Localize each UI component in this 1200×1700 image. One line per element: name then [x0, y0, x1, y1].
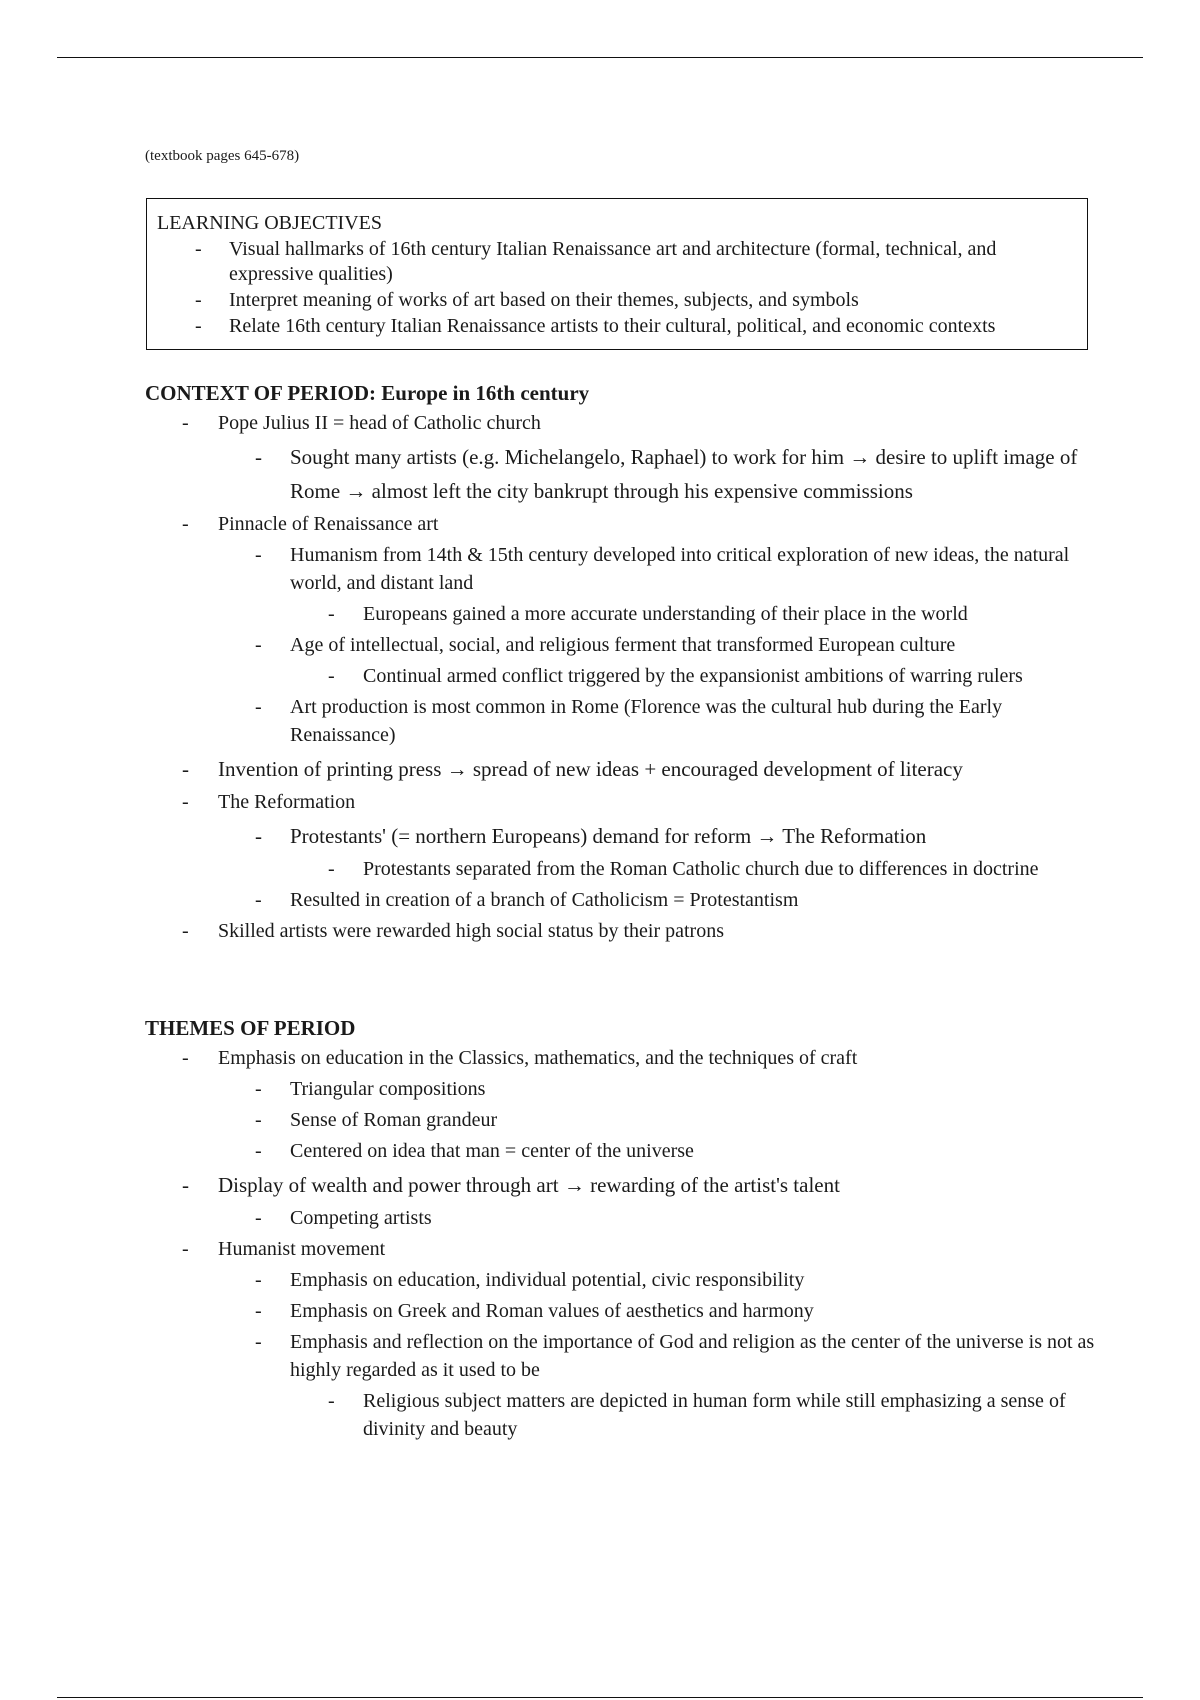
context-list: [145, 409, 1095, 945]
list-item: - Pinnacle of Renaissance art: [145, 510, 1095, 538]
list-item: - The Reformation: [145, 788, 1095, 816]
list-item: - Skilled artists were rewarded high social status by their patrons: [145, 917, 1095, 945]
list-item: - Display of wealth and power through art → rewarding of the artist's talent: [145, 1168, 1095, 1202]
context-section: [145, 380, 1095, 948]
list-item: - Emphasis on education, individual potential, civic responsibility: [145, 1266, 1095, 1294]
themes-list: [145, 1044, 1095, 1443]
list-item: - Continual armed conflict triggered by the expansionist ambitions of warring rulers: [145, 662, 1095, 690]
list-item: - Europeans gained a more accurate understanding of their place in the world: [145, 600, 1095, 628]
context-heading: CONTEXT OF PERIOD: Europe in 16th century: [145, 381, 590, 405]
list-item: - Emphasis on education in the Classics, mathematics, and the techniques of craft: [145, 1044, 1095, 1072]
learning-objectives-list: [157, 237, 1077, 339]
learning-objectives-box: [146, 198, 1088, 350]
objective-item: - Interpret meaning of works of art based on their themes, subjects, and symbols: [157, 288, 1077, 313]
list-item: - Humanist movement: [145, 1235, 1095, 1263]
list-item: - Emphasis on Greek and Roman values of aesthetics and harmony: [145, 1297, 1095, 1325]
list-item: - Sense of Roman grandeur: [145, 1106, 1095, 1134]
list-item: - Emphasis and reflection on the importance of God and religion as the center of the universe is not as highly regarded as it used to be: [145, 1328, 1095, 1384]
list-item: - Competing artists: [145, 1204, 1095, 1232]
list-item: - Centered on idea that man = center of the universe: [145, 1137, 1095, 1165]
list-item: - Art production is most common in Rome (Florence was the cultural hub during the Early Renaissance): [145, 693, 1095, 749]
bottom-rule: [57, 1697, 1143, 1698]
themes-section: [145, 1015, 1095, 1446]
list-item: - Invention of printing press → spread of new ideas + encouraged development of literacy: [145, 752, 1095, 786]
themes-heading: THEMES OF PERIOD: [145, 1016, 356, 1040]
objective-item: - Relate 16th century Italian Renaissance artists to their cultural, political, and economic contexts: [157, 314, 1077, 339]
list-item: - Triangular compositions: [145, 1075, 1095, 1103]
list-item: - Sought many artists (e.g. Michelangelo, Raphael) to work for him → desire to uplift image of Rome → almost left the city bankrupt through his expensive commissions: [145, 440, 1095, 508]
top-rule: [57, 57, 1143, 58]
list-item: - Resulted in creation of a branch of Catholicism = Protestantism: [145, 886, 1095, 914]
list-item: - Humanism from 14th & 15th century developed into critical exploration of new ideas, the natural world, and distant land: [145, 541, 1095, 597]
list-item: - Pope Julius II = head of Catholic church: [145, 409, 1095, 437]
textbook-pages-note: (textbook pages 645-678): [145, 148, 300, 164]
list-item: - Age of intellectual, social, and religious ferment that transformed European culture: [145, 631, 1095, 659]
list-item: - Protestants' (= northern Europeans) demand for reform → The Reformation: [145, 819, 1095, 853]
objective-item: - Visual hallmarks of 16th century Italian Renaissance art and architecture (formal, technical, and expressive qualities): [157, 237, 1077, 287]
list-item: - Protestants separated from the Roman Catholic church due to differences in doctrine: [145, 855, 1095, 883]
learning-objectives-title: LEARNING OBJECTIVES: [157, 212, 382, 234]
list-item: - Religious subject matters are depicted in human form while still emphasizing a sense of divinity and beauty: [145, 1387, 1095, 1443]
